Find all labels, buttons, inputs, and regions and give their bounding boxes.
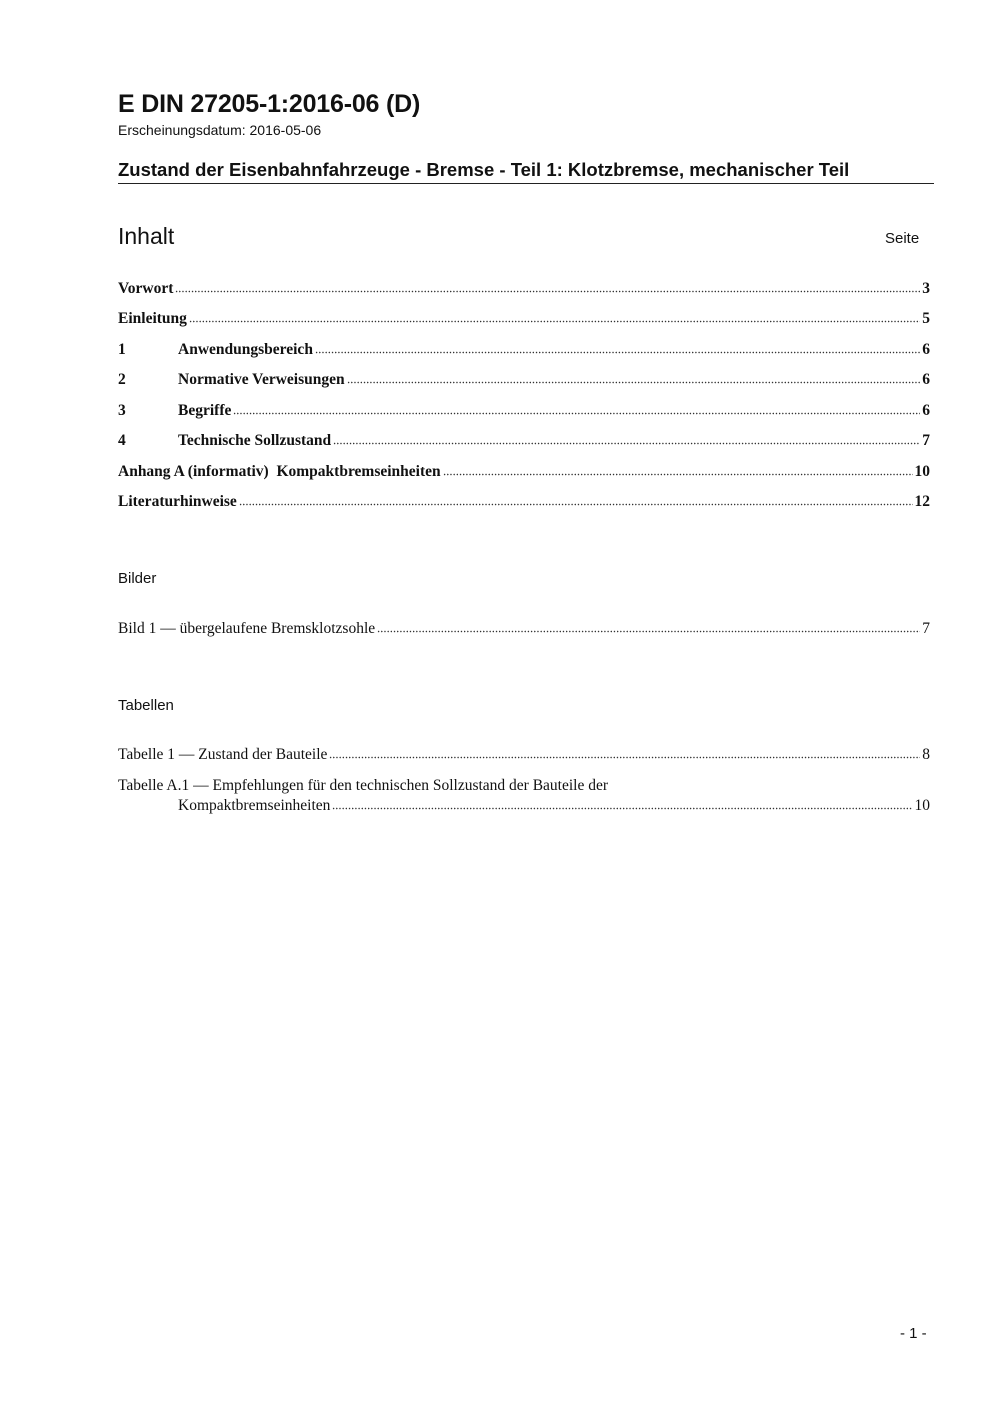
figure-entry-title: Bild 1 — übergelaufene Bremsklotzsohle (118, 620, 376, 637)
dot-leader (175, 290, 920, 293)
table-entry-title-continued: Kompaktbremseinheiten (178, 797, 331, 814)
dot-leader (329, 756, 920, 759)
toc-entry-vorwort[interactable] (118, 280, 930, 298)
toc-entry-page: 7 (922, 432, 930, 449)
toc-entry-page: 6 (922, 341, 930, 358)
figure-entry-bild-1[interactable] (118, 620, 930, 638)
toc-entry-anwendungsbereich[interactable] (118, 341, 930, 359)
toc-entry-title: Einleitung (118, 310, 187, 327)
toc-entry-number: 2 (118, 371, 126, 388)
toc-entry-einleitung[interactable] (118, 310, 930, 328)
document-title: E DIN 27205-1:2016-06 (D) (118, 90, 421, 118)
dot-leader (233, 412, 920, 415)
toc-entry-page: 6 (922, 402, 930, 419)
toc-entry-title: Vorwort (118, 280, 174, 297)
toc-entry-title: Anhang A (informativ) Kompaktbremseinheiten (118, 463, 441, 480)
dot-leader (347, 381, 921, 384)
table-entry-tabelle-a1-line1[interactable]: Tabelle A.1 — Empfehlungen für den technischen Sollzustand der Bauteile der (118, 777, 609, 794)
toc-entry-number: 1 (118, 341, 126, 358)
table-entry-page: 8 (922, 746, 930, 763)
dot-leader (332, 807, 912, 810)
toc-heading: Inhalt (118, 223, 175, 249)
dot-leader (189, 320, 920, 323)
toc-entry-title: Literaturhinweise (118, 493, 237, 510)
document-subtitle: Zustand der Eisenbahnfahrzeuge - Bremse - Teil 1: Klotzbremse, mechanischer Teil (118, 159, 934, 184)
toc-entry-page: 12 (914, 493, 930, 510)
table-entry-tabelle-1[interactable] (118, 746, 930, 764)
toc-entry-title: Normative Verweisungen (178, 371, 345, 388)
toc-entry-number: 3 (118, 402, 126, 419)
toc-entry-literaturhinweise[interactable] (118, 493, 930, 511)
dot-leader (315, 351, 920, 354)
toc-entry-title: Technische Sollzustand (178, 432, 332, 449)
dot-leader (333, 442, 920, 445)
toc-entry-title: Anwendungsbereich (178, 341, 313, 358)
figures-heading: Bilder (118, 570, 157, 587)
tables-heading: Tabellen (118, 697, 174, 714)
toc-entry-page: 3 (922, 280, 930, 297)
page-number: - 1 - (900, 1325, 927, 1342)
toc-entry-title: Begriffe (178, 402, 232, 419)
figure-entry-page: 7 (922, 620, 930, 637)
table-entry-tabelle-a1[interactable] (178, 797, 930, 815)
table-entry-title: Tabelle 1 — Zustand der Bauteile (118, 746, 328, 763)
toc-entry-normative-verweisungen[interactable] (118, 371, 930, 389)
dot-leader (239, 503, 913, 506)
dot-leader (443, 473, 913, 476)
toc-page-column-label: Seite (885, 230, 920, 247)
dot-leader (377, 630, 920, 633)
table-entry-page: 10 (914, 797, 930, 814)
toc-entry-technische-sollzustand[interactable] (118, 432, 930, 450)
toc-entry-number: 4 (118, 432, 126, 449)
publication-date: Erscheinungsdatum: 2016-05-06 (118, 122, 322, 138)
toc-entry-begriffe[interactable] (118, 402, 930, 420)
toc-entry-anhang-a[interactable] (118, 463, 930, 481)
toc-entry-page: 10 (914, 463, 930, 480)
toc-entry-page: 6 (922, 371, 930, 388)
toc-entry-page: 5 (922, 310, 930, 327)
